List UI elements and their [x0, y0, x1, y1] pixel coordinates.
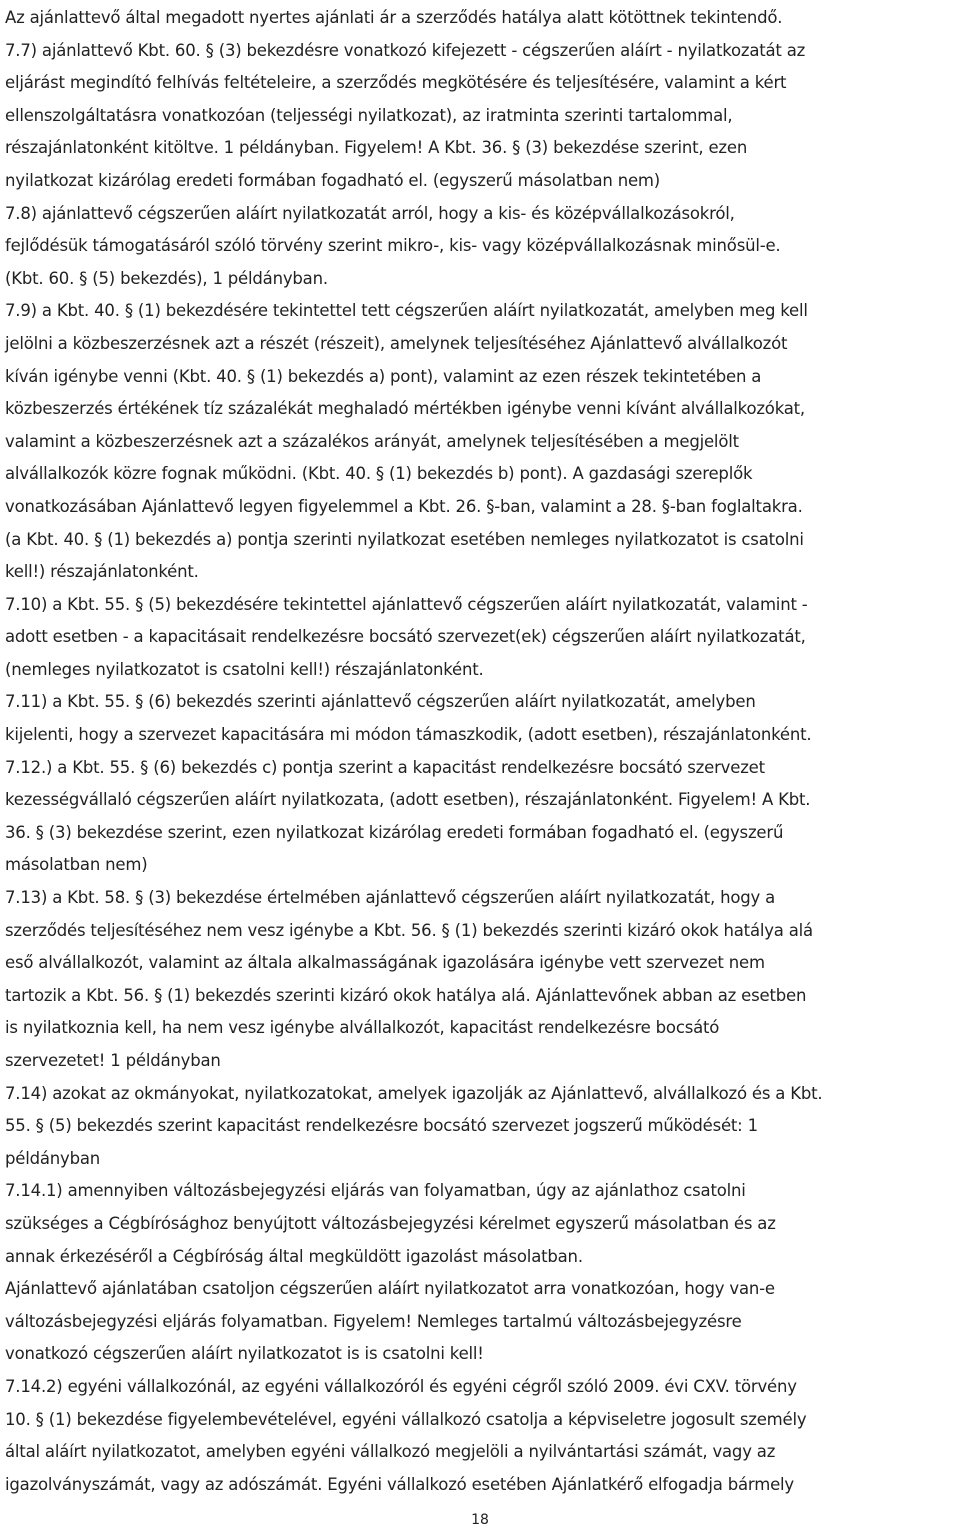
text-line: 7.8) ajánlattevő cégszerűen aláírt nyilatkozatát arról, hogy a kis- és középvállalkozásokról,	[5, 203, 735, 223]
text-line: fejlődésük támogatásáról szóló törvény szerint mikro-, kis- vagy középvállalkozásnak minősül-e.	[5, 236, 781, 256]
text-line: 7.14.2) egyéni vállalkozónál, az egyéni vállalkozóról és egyéni cégről szóló 2009. évi CXV. törvény	[5, 1376, 797, 1396]
text-line: másolatban nem)	[5, 855, 148, 875]
text-line: (a Kbt. 40. § (1) bekezdés a) pontja szerinti nyilatkozat esetében nemleges nyilatkozatot is csatolni	[5, 529, 804, 549]
text-line: alvállalkozók közre fognak működni. (Kbt. 40. § (1) bekezdés b) pont). A gazdasági szereplők	[5, 464, 753, 484]
text-line: példányban	[5, 1148, 101, 1168]
text-line: is nyilatkoznia kell, ha nem vesz igénybe alvállalkozót, kapacitást rendelkezésre bocsátó	[5, 1018, 720, 1038]
text-line: szerződés teljesítéséhez nem vesz igénybe a Kbt. 56. § (1) bekezdés szerinti kizáró okok hatálya alá	[5, 920, 813, 940]
text-line: változásbejegyzési eljárás folyamatban. Figyelem! Nemleges tartalmú változásbejegyzésre	[5, 1311, 742, 1331]
text-line: kijelenti, hogy a szervezet kapacitására mi módon támaszkodik, (adott esetben), részajánlatonként.	[5, 725, 812, 745]
document-body	[5, 2, 956, 1501]
text-line: 7.14.1) amennyiben változásbejegyzési eljárás van folyamatban, úgy az ajánlathoz csatolni	[5, 1181, 746, 1201]
text-line: 7.14) azokat az okmányokat, nyilatkozatokat, amelyek igazolják az Ajánlattevő, alvállalkozó és a Kbt.	[5, 1083, 823, 1103]
text-line: 36. § (3) bekezdése szerint, ezen nyilatkozat kizárólag eredeti formában fogadható el. (egyszerű	[5, 822, 784, 842]
text-line: jelölni a közbeszerzésnek azt a részét (részeit), amelynek teljesítéséhez Ajánlattevő alvállalkozót	[5, 333, 788, 353]
text-line: eső alvállalkozót, valamint az általa alkalmasságának igazolására igénybe vett szervezet nem	[5, 953, 765, 973]
text-line: 7.12.) a Kbt. 55. § (6) bekezdés c) pontja szerint a kapacitást rendelkezésre bocsátó szervezet	[5, 757, 765, 777]
text-line: eljárást megindító felhívás feltételeire, a szerződés megkötésére és teljesítésére, valamint a kért	[5, 73, 787, 93]
text-line: 7.11) a Kbt. 55. § (6) bekezdés szerinti ajánlattevő cégszerűen aláírt nyilatkozatát, amelyben	[5, 692, 756, 712]
text-line: 7.13) a Kbt. 58. § (3) bekezdése értelmében ajánlattevő cégszerűen aláírt nyilatkozatát, hogy a	[5, 888, 776, 908]
text-line: adott esetben - a kapacitásait rendelkezésre bocsátó szervezet(ek) cégszerűen aláírt nyilatkozatát,	[5, 627, 806, 647]
text-line: vonatkozásában Ajánlattevő legyen figyelemmel a Kbt. 26. §-ban, valamint a 28. §-ban foglaltakra.	[5, 496, 803, 516]
text-line: (Kbt. 60. § (5) bekezdés), 1 példányban.	[5, 268, 328, 288]
text-line: tartozik a Kbt. 56. § (1) bekezdés szerinti kizáró okok hatálya alá. Ajánlattevőnek abban az esetben	[5, 985, 807, 1005]
text-line: 55. § (5) bekezdés szerint kapacitást rendelkezésre bocsátó szervezet jogszerű működését: 1	[5, 1116, 758, 1136]
text-line: ellenszolgáltatásra vonatkozóan (teljességi nyilatkozat), az iratminta szerinti tartalommal,	[5, 105, 733, 125]
text-line: annak érkezéséről a Cégbíróság által megküldött igazolást másolatban.	[5, 1246, 583, 1266]
text-line: 10. § (1) bekezdése figyelembevételével, egyéni vállalkozó csatolja a képviseletre jogosult személy	[5, 1409, 807, 1429]
text-line: kezességvállaló cégszerűen aláírt nyilatkozata, (adott esetben), részajánlatonként. Figyelem! A Kbt.	[5, 790, 811, 810]
text-line: 7.9) a Kbt. 40. § (1) bekezdésére tekintettel tett cégszerűen aláírt nyilatkozatát, amelyben meg kell	[5, 301, 808, 321]
text-line: közbeszerzés értékének tíz százalékát meghaladó mértékben igénybe venni kívánt alvállalkozókat,	[5, 399, 805, 419]
text-line: valamint a közbeszerzésnek azt a százalékos arányát, amelynek teljesítésében a megjelölt	[5, 431, 739, 451]
text-line: kíván igénybe venni (Kbt. 40. § (1) bekezdés a) pont), valamint az ezen részek tekintetében a	[5, 366, 762, 386]
text-line: kell!) részajánlatonként.	[5, 562, 199, 582]
text-line: által aláírt nyilatkozatot, amelyben egyéni vállalkozó megjelöli a nyilvántartási számát, vagy az	[5, 1442, 776, 1462]
text-line: Az ajánlattevő által megadott nyertes ajánlati ár a szerződés hatálya alatt kötöttnek tekintendő.	[5, 8, 783, 27]
text-line: részajánlatonként kitöltve. 1 példányban. Figyelem! A Kbt. 36. § (3) bekezdése szerint, ezen	[5, 138, 748, 158]
page-number: 18	[471, 1512, 489, 1528]
text-line: 7.7) ajánlattevő Kbt. 60. § (3) bekezdésre vonatkozó kifejezett - cégszerűen aláírt - nyilatkozatát az	[5, 40, 806, 60]
text-line: 7.10) a Kbt. 55. § (5) bekezdésére tekintettel ajánlattevő cégszerűen aláírt nyilatkozatát, valamint -	[5, 594, 808, 614]
text-line: igazolványszámát, vagy az adószámát. Egyéni vállalkozó esetében Ajánlatkérő elfogadja bármely	[5, 1474, 794, 1494]
text-line: szükséges a Cégbírósághoz benyújtott változásbejegyzési kérelmet egyszerű másolatban és az	[5, 1213, 776, 1233]
text-line: vonatkozó cégszerűen aláírt nyilatkozatot is is csatolni kell!	[5, 1344, 484, 1364]
text-line: (nemleges nyilatkozatot is csatolni kell!) részajánlatonként.	[5, 659, 484, 679]
text-line: szervezetet! 1 példányban	[5, 1051, 221, 1070]
text-line: nyilatkozat kizárólag eredeti formában fogadható el. (egyszerű másolatban nem)	[5, 170, 661, 190]
text-line: Ajánlattevő ajánlatában csatoljon cégszerűen aláírt nyilatkozatot arra vonatkozóan, hogy van-e	[5, 1279, 775, 1299]
